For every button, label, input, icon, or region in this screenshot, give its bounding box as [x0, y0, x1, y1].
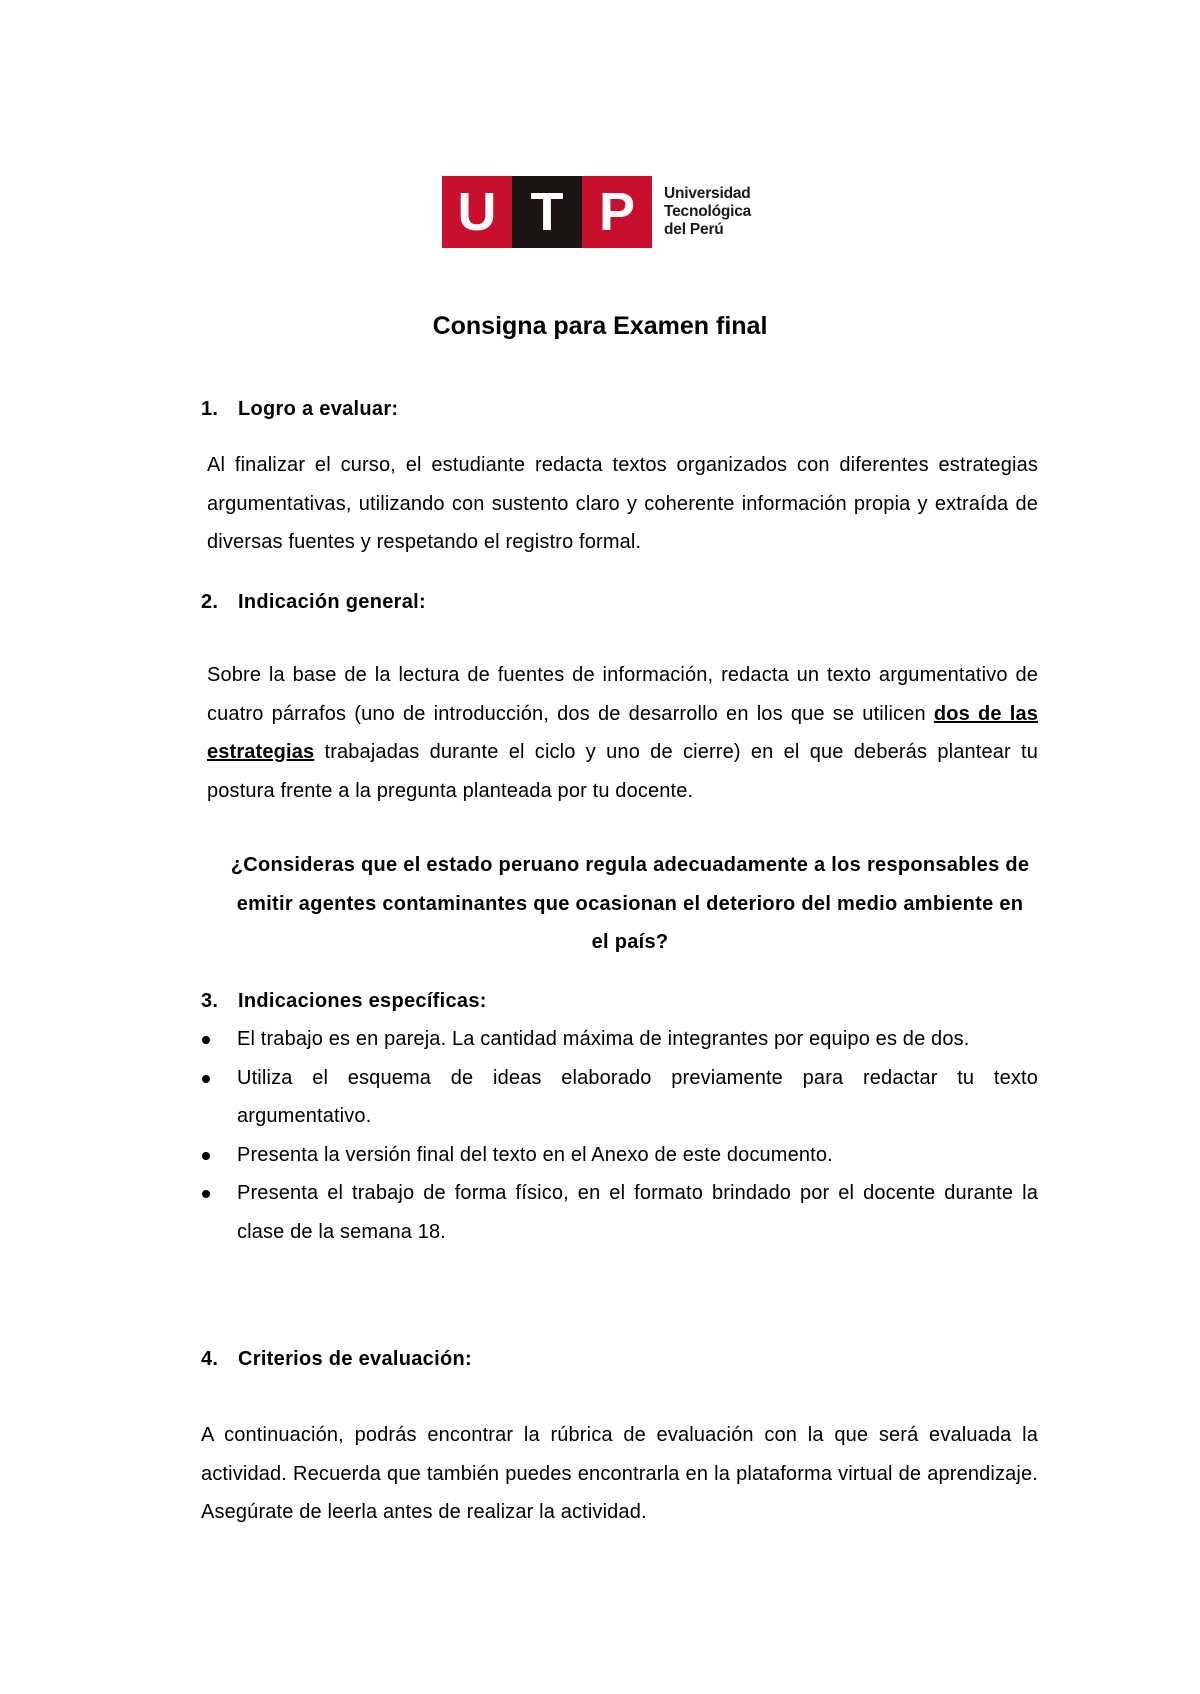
section-4-paragraph: A continuación, podrás encontrar la rúbrica de evaluación con la que será evaluada la actividad. Recuerda que también puedes encontrarla en la plataforma virtual de aprendizaje. Asegúrate de leerla antes de realizar la actividad. — [201, 1424, 1038, 1523]
list-item-text: El trabajo es en pareja. La cantidad máxima de integrantes por equipo es de dos. — [237, 1028, 970, 1050]
bullet-icon — [202, 1152, 210, 1160]
bullet-icon — [202, 1190, 210, 1198]
section-4-number: 4. — [201, 1348, 219, 1370]
logo-letter-u: U — [442, 176, 512, 248]
list-item-text: Presenta la versión final del texto en el Anexo de este documento. — [237, 1143, 833, 1166]
logo-letter-p: P — [582, 176, 652, 248]
logo-name-line-1: Universidad — [664, 185, 751, 202]
section-4-heading — [201, 1346, 472, 1372]
debate-question: ¿Consideras que el estado peruano regula adecuadamente a los responsables de emitir agentes contaminantes que ocasionan el deterioro del medio ambiente en el país? — [230, 854, 1030, 953]
section-2-text-after: trabajadas durante el ciclo y uno de cierre) en el que deberás plantear tu postura frente a la pregunta planteada por tu docente. — [207, 741, 1038, 802]
list-item — [200, 1174, 1038, 1251]
section-2-emphasis: dos de las estrategias — [207, 702, 1038, 763]
logo-name-line-2: Tecnológica — [664, 203, 752, 220]
section-1-title: Logro a evaluar: — [238, 398, 399, 420]
logo-letter-t: T — [512, 176, 582, 248]
list-item — [200, 1059, 1038, 1136]
list-item-text: Utiliza el esquema de ideas elaborado previamente para redactar tu texto argumentativo. — [237, 1066, 1038, 1127]
section-1-number: 1. — [201, 398, 219, 420]
section-4-title: Criterios de evaluación: — [238, 1348, 472, 1370]
section-1-paragraph: Al finalizar el curso, el estudiante redacta textos organizados con diferentes estrategias argumentativas, utilizando con sustento claro y coherente información propia y extraída de diversas fuentes y respetando el registro formal. — [207, 454, 1038, 553]
section-3-heading — [201, 988, 487, 1014]
list-item-text: Presenta el trabajo de forma físico, en el formato brindado por el docente durante la clase de la semana 18. — [237, 1182, 1038, 1243]
utp-logo — [442, 176, 751, 248]
document-title: Consigna para Examen final — [432, 312, 768, 340]
logo-university-name — [664, 185, 751, 239]
section-1-heading — [201, 396, 398, 422]
logo-name-line-3: del Perú — [664, 221, 724, 238]
section-2-title: Indicación general: — [238, 591, 426, 613]
section-2-text-before: Sobre la base de la lectura de fuentes de información, redacta un texto argumentativo de cuatro párrafos (uno de introducción, dos de desarrollo en los que se utilicen — [207, 664, 1038, 725]
list-item — [200, 1136, 1038, 1175]
list-item — [200, 1020, 1038, 1059]
specific-instructions-list — [200, 1020, 1038, 1251]
section-2-heading — [201, 589, 426, 615]
bullet-icon — [202, 1075, 210, 1083]
bullet-icon — [202, 1036, 210, 1044]
section-3-number: 3. — [201, 990, 219, 1012]
section-3-title: Indicaciones específicas: — [238, 990, 487, 1012]
section-2-number: 2. — [201, 591, 219, 613]
section-2-paragraph — [207, 656, 1038, 810]
